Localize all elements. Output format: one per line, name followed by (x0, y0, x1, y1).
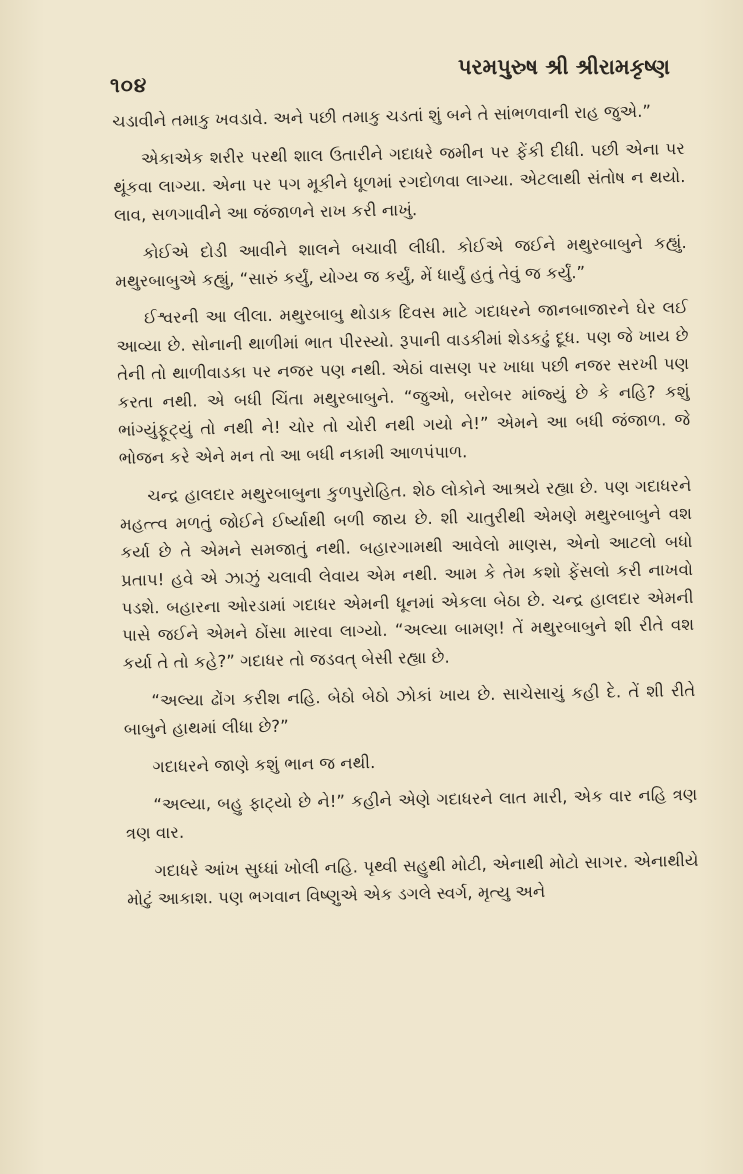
paragraph: ચન્દ્ર હાલદાર મથુરબાબુના કુળપુરોહિત. શેઠ લોકોને આશ્રયે રહ્યા છે. પણ ગદાધરને મહત્ત્વ મળતું જોઈને ઈર્ષ્યાથી બળી જાય છે. શી ચાતુરીથી એમણે મથુરબાબુને વશ કર્યા છે તે એમને સમજાતું નથી. બહારગામથી આવેલો માણસ, એનો આટલો બધો પ્રતાપ! હવે એ ઝાઝું ચલાવી લેવાય એમ નથી. આમ કે તેમ કશો ફેંસલો કરી નાખવો પડશે. બહારના ઓરડામાં ગદાધર એમની ધૂનમાં એકલા બેઠા છે. ચન્દ્ર હાલદાર એમની પાસે જઈને એમને ઠોંસા મારવા લાગ્યો. “અલ્યા બામણ! તેં મથુરબાબુને શી રીતે વશ કર્યા તે તો કહે?” ગદાધર તો જડવત્ બેસી રહ્યા છે. (119, 475, 695, 674)
paragraph: કોઈએ દોડી આવીને શાલને બચાવી લીધી. કોઈએ જઈને મથુરબાબુને કહ્યું. મથુરબાબુએ કહ્યું, “સારું કર્યું, યોગ્ય જ કર્યું, મેં ધાર્યું હતું તેવું જ કર્યું.” (115, 232, 687, 291)
paragraph: એકાએક શરીર પરથી શાલ ઉતારીને ગદાધરે જમીન પર ફેંકી દીધી. પછી એના પર થૂંકવા લાગ્યા. એના પર પગ મૂકીને ધૂળમાં રગદોળવા લાગ્યા. એટલાથી સંતોષ ન થયો. લાવ, સળગાવીને આ જંજાળને રાખ કરી નાખું. (113, 138, 686, 225)
running-head: પરમપુરુષ શ્રી શ્રીરામકૃષ્ણ (457, 55, 670, 79)
body-text (112, 97, 700, 923)
paragraph: ગદાધરને જાણે કશું ભાન જ નથી. (152, 753, 376, 777)
paragraph: ગદાધરે આંખ સુધ્ધાં ખોલી નહિ. પૃથ્વી સહુથી મોટી, એનાથી મોટો સાગર. એનાથીયે મોટું આકાશ. પણ ભગવાન વિષ્ણુએ એક ડગલે સ્વર્ગ, મૃત્યુ અને (127, 850, 699, 909)
paragraph: ઈશ્વરની આ લીલા. મથુરબાબુ થોડાક દિવસ માટે ગદાધરને જાનબાજારને ઘેર લઈ આવ્યા છે. સોનાની થાળીમાં ભાત પીરસ્યો. રૂપાની વાડકીમાં શેડકઢું દૂધ. પણ જે ખાય છે તેની તો થાળીવાડકા પર નજર પણ નથી. એઠાં વાસણ પર ખાધા પછી નજર સરખી પણ કરતા નથી. એ બધી ચિંતા મથુરબાબુને. “જુઓ, બરોબર માંજ્યું છે કે નહિ? કશું ભાંગ્યુંફૂટ્યું તો નથી ને! ચોર તો ચોરી નથી ગયો ને!” એમને આ બધી જંજાળ. જે ભોજન કરે એને મન તો આ બધી નકામી આળપંપાળ. (116, 298, 691, 468)
paragraph: ચડાવીને તમાકુ ખવડાવે. અને પછી તમાકુ ચડતાં શું બને તે સાંભળવાની રાહ જુએ.” (112, 101, 652, 131)
paragraph: “અલ્યા, બહુ ફાટ્યો છે ને!” કહીને એણે ગદાધરને લાત મારી, એક વાર નહિ ત્રણ ત્રણ વાર. (125, 784, 698, 843)
paragraph: “અલ્યા ઢોંગ કરીશ નહિ. બેઠો બેઠો ઝોકાં ખાય છે. સાચેસાચું કહી દે. તેં શી રીતે બાબુને હાથમાં લીધા છે?” (123, 681, 696, 740)
page-header (110, 55, 670, 95)
page-number: ૧૦૪ (110, 73, 148, 97)
